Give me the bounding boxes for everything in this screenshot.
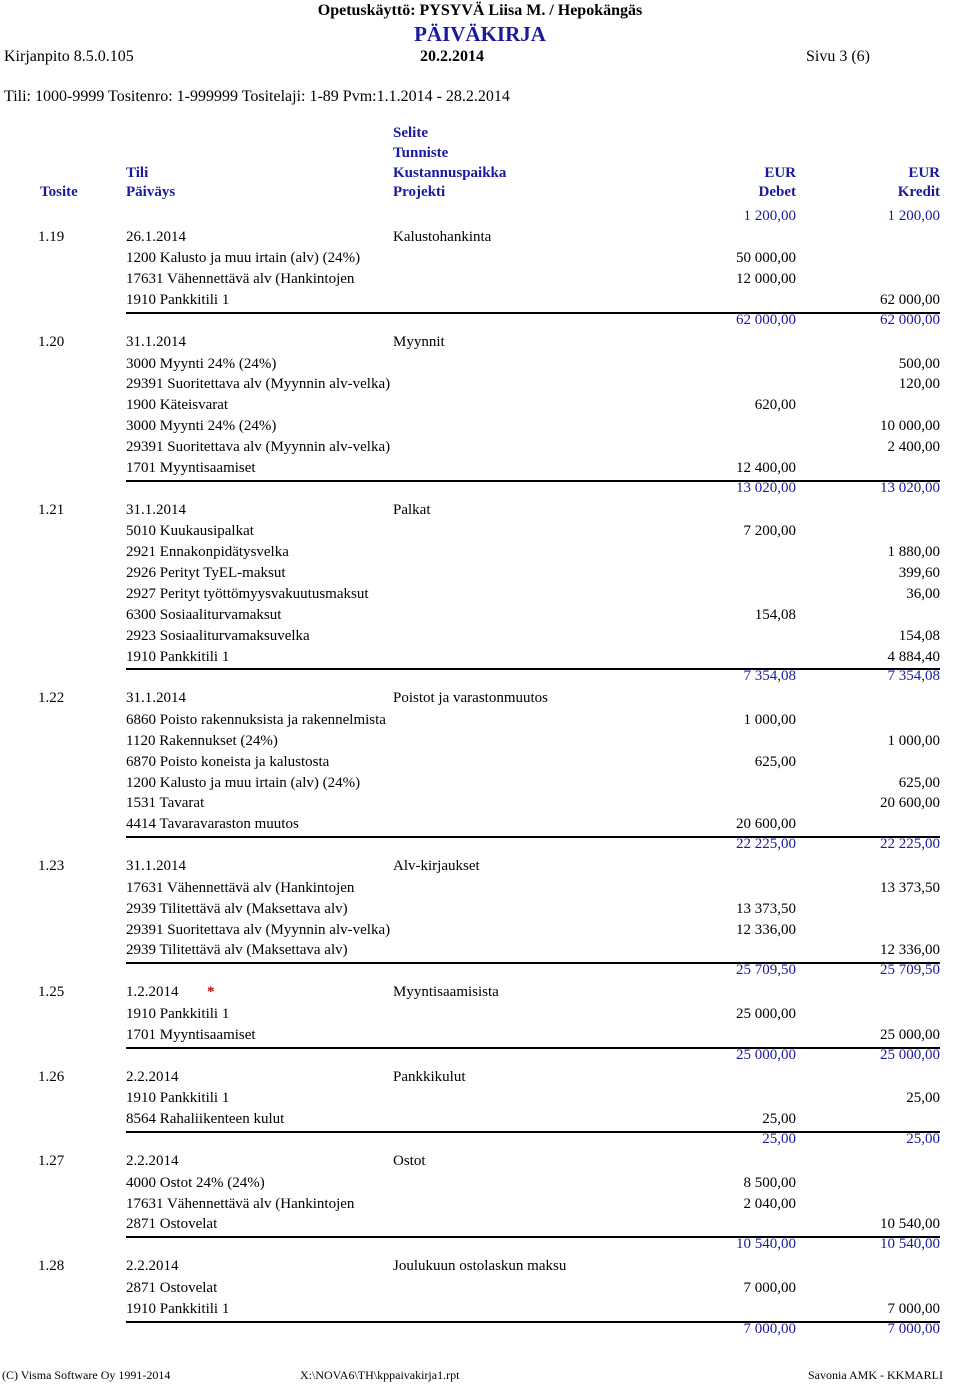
voucher-total [0, 962, 960, 982]
entry-debet: 2 040,00 [743, 1195, 796, 1212]
voucher-number: 1.28 [38, 1258, 65, 1275]
entry-line [0, 1175, 960, 1195]
voucher-header [0, 1153, 960, 1173]
voucher-date: 2.2.2014 [126, 1258, 179, 1275]
entry-debet: 25 000,00 [736, 1005, 796, 1022]
entry-line [0, 712, 960, 732]
footer-org: Savonia AMK - KKMARLI [808, 1368, 943, 1382]
entry-account: 1701 Myyntisaamiset [126, 1026, 256, 1043]
entry-line [0, 397, 960, 417]
report-user: Opetuskäyttö: PYSYVÄ Liisa M. / Hepokängäs [317, 2, 643, 19]
entry-account: 4414 Tavaravaraston muutos [126, 816, 299, 833]
voucher-description: Alv-kirjaukset [393, 858, 480, 874]
entry-account: 29391 Suoritettava alv (Myynnin alv-velka) [126, 921, 391, 938]
entry-kredit: 10 000,00 [880, 418, 940, 435]
voucher-total-kredit: 25 709,50 [880, 962, 940, 979]
footer-path: X:\NOVA6\TH\kppaivakirja1.rpt [300, 1368, 460, 1382]
voucher-date: 31.1.2014 [126, 858, 186, 874]
entry-kredit: 120,00 [898, 376, 940, 393]
entry-line [0, 1006, 960, 1026]
voucher-description: Kalustohankinta [393, 228, 492, 245]
col-tili: Tili [126, 165, 149, 181]
voucher-date: 31.1.2014 [126, 501, 186, 518]
voucher-description: Myynnit [393, 333, 445, 350]
entry-account: 6870 Poisto koneista ja kalustosta [126, 753, 330, 770]
entry-debet: 625,00 [754, 753, 796, 770]
voucher-number: 1.20 [38, 333, 65, 350]
entry-line [0, 586, 960, 606]
entry-account: 2871 Ostovelat [126, 1216, 218, 1233]
voucher-total-kredit: 13 020,00 [880, 479, 940, 496]
voucher-date: 26.1.2014 [126, 228, 186, 245]
entry-line [0, 1301, 960, 1321]
entry-kredit: 1 000,00 [887, 732, 940, 749]
entry-account: 1910 Pankkitili 1 [126, 1005, 230, 1022]
entry-line [0, 1280, 960, 1300]
entry-line [0, 942, 960, 962]
entry-account: 2923 Sosiaaliturvamaksuvelka [126, 627, 310, 644]
voucher-total [0, 1236, 960, 1256]
voucher-header [0, 1069, 960, 1089]
page-number: Sivu 3 (6) [806, 48, 870, 65]
col-paivays: Päiväys [126, 184, 176, 200]
entry-line [0, 649, 960, 669]
voucher-total [0, 1047, 960, 1067]
voucher-marker: * [207, 984, 215, 1001]
entry-account: 1910 Pankkitili 1 [126, 1090, 230, 1107]
entry-line [0, 271, 960, 291]
voucher-total [0, 1321, 960, 1341]
voucher-header [0, 1258, 960, 1278]
entry-kredit: 154,08 [898, 627, 940, 644]
entry-debet: 50 000,00 [736, 250, 796, 267]
entry-kredit: 36,00 [906, 585, 940, 602]
voucher-total-kredit: 7 354,08 [887, 668, 940, 685]
voucher-header [0, 984, 960, 1004]
entry-account: 3000 Myynti 24% (24%) [126, 418, 277, 435]
voucher-total [0, 312, 960, 332]
voucher-total-kredit: 10 540,00 [880, 1236, 940, 1253]
entry-line [0, 460, 960, 480]
col-eur-debet: EUR [764, 165, 796, 181]
voucher-number: 1.21 [38, 501, 65, 518]
entry-kredit: 500,00 [898, 355, 940, 372]
entry-debet: 7 000,00 [743, 1280, 796, 1296]
voucher-description: Palkat [393, 501, 431, 518]
entry-account: 1120 Rakennukset (24%) [126, 732, 278, 749]
voucher-number: 1.19 [38, 228, 65, 245]
voucher-header [0, 502, 960, 522]
entry-account: 17631 Vähennettävä alv (Hankintojen [126, 1195, 355, 1212]
voucher-total [0, 836, 960, 856]
voucher-date: 31.1.2014 [126, 690, 186, 707]
entry-line [0, 523, 960, 543]
entry-account: 8564 Rahaliikenteen kulut [126, 1111, 285, 1128]
voucher-description: Joulukuun ostolaskun maksu [393, 1258, 567, 1275]
entry-kredit: 20 600,00 [880, 795, 940, 812]
voucher-total-kredit: 25 000,00 [880, 1046, 940, 1063]
entry-line [0, 418, 960, 438]
voucher-description: Myyntisaamisista [393, 984, 499, 1001]
entry-account: 1531 Tavarat [126, 795, 205, 812]
voucher-total-debet: 10 540,00 [736, 1236, 796, 1253]
entry-account: 1910 Pankkitili 1 [126, 292, 230, 309]
entry-account: 2871 Ostovelat [126, 1280, 218, 1296]
entry-account: 17631 Vähennettävä alv (Hankintojen [126, 271, 355, 288]
voucher-number: 1.25 [38, 984, 65, 1001]
entry-line [0, 544, 960, 564]
voucher-total-kredit: 7 000,00 [887, 1320, 940, 1337]
voucher-total [0, 1131, 960, 1151]
entry-kredit: 62 000,00 [880, 292, 940, 309]
entry-account: 1701 Myyntisaamiset [126, 459, 256, 476]
voucher-header [0, 858, 960, 878]
voucher-total-debet: 62 000,00 [736, 311, 796, 328]
voucher-number: 1.23 [38, 858, 65, 874]
entry-kredit: 25 000,00 [880, 1026, 940, 1043]
entry-line [0, 607, 960, 627]
entry-account: 3000 Myynti 24% (24%) [126, 355, 277, 372]
voucher-total-debet: 25 000,00 [736, 1046, 796, 1063]
entry-kredit: 2 400,00 [887, 439, 940, 455]
entry-line [0, 376, 960, 396]
col-tosite: Tosite [40, 184, 78, 200]
entry-account: 2939 Tilitettävä alv (Maksettava alv) [126, 900, 348, 917]
voucher-total [0, 668, 960, 688]
voucher-number: 1.26 [38, 1068, 65, 1085]
voucher-total-debet: 7 000,00 [743, 1320, 796, 1337]
program-version: Kirjanpito 8.5.0.105 [4, 48, 134, 65]
entry-kredit: 12 336,00 [880, 942, 940, 959]
entry-debet: 12 400,00 [736, 459, 796, 476]
col-kredit: Kredit [897, 184, 940, 200]
voucher-total-debet: 25,00 [762, 1131, 796, 1148]
entry-debet: 8 500,00 [743, 1174, 796, 1191]
entry-account: 5010 Kuukausipalkat [126, 523, 254, 540]
entry-debet: 13 373,50 [736, 900, 796, 917]
voucher-header [0, 690, 960, 710]
entry-account: 2939 Tilitettävä alv (Maksettava alv) [126, 942, 348, 959]
entry-account: 1900 Käteisvarat [126, 397, 229, 414]
voucher-date: 31.1.2014 [126, 333, 186, 350]
entry-line [0, 292, 960, 312]
entry-kredit: 10 540,00 [880, 1216, 940, 1233]
col-kustannuspaikka: Kustannuspaikka [393, 165, 507, 181]
voucher-total-kredit: 25,00 [906, 1131, 940, 1148]
entry-kredit: 4 884,40 [887, 648, 940, 665]
entry-debet: 154,08 [754, 606, 796, 623]
voucher-date: 1.2.2014 [126, 984, 179, 1001]
col-selite: Selite [393, 125, 428, 141]
entry-line [0, 816, 960, 836]
entry-line [0, 880, 960, 900]
voucher-total-debet: 13 020,00 [736, 479, 796, 496]
entry-line [0, 1111, 960, 1131]
voucher-description: Pankkikulut [393, 1068, 466, 1085]
entry-kredit: 1 880,00 [887, 544, 940, 561]
voucher-date: 2.2.2014 [126, 1068, 179, 1085]
entry-line [0, 439, 960, 459]
voucher-total [0, 480, 960, 500]
entry-line [0, 565, 960, 585]
entry-line [0, 901, 960, 921]
entry-account: 4000 Ostot 24% (24%) [126, 1174, 265, 1191]
col-projekti: Projekti [393, 184, 446, 200]
entry-account: 6860 Poisto rakennuksista ja rakennelmista [126, 712, 386, 729]
entry-kredit: 625,00 [898, 774, 940, 791]
entry-kredit: 399,60 [898, 565, 940, 582]
col-eur-kredit: EUR [908, 165, 940, 181]
voucher-total-debet: 22 225,00 [736, 836, 796, 853]
entry-debet: 25,00 [762, 1111, 796, 1128]
entry-kredit: 13 373,50 [880, 879, 940, 896]
entry-debet: 20 600,00 [736, 816, 796, 833]
entry-debet: 620,00 [754, 397, 796, 414]
entry-line [0, 922, 960, 942]
entry-account: 2921 Ennakonpidätysvelka [126, 544, 289, 561]
report-filter: Tili: 1000-9999 Tositenro: 1-999999 Tositelaji: 1-89 Pvm:1.1.2014 - 28.2.2014 [4, 88, 510, 105]
entry-line [0, 250, 960, 270]
entry-account: 6300 Sosiaaliturvamaksut [126, 606, 282, 623]
entry-line [0, 795, 960, 815]
entry-line [0, 356, 960, 376]
voucher-description: Poistot ja varastonmuutos [393, 690, 548, 707]
opening-total-kredit: 1 200,00 [887, 208, 940, 224]
entry-account: 1200 Kalusto ja muu irtain (alv) (24%) [126, 774, 361, 791]
entry-line [0, 1090, 960, 1110]
entry-line [0, 775, 960, 795]
report-date: 20.2.2014 [420, 48, 484, 65]
entry-account: 1200 Kalusto ja muu irtain (alv) (24%) [126, 250, 361, 267]
voucher-total-kredit: 22 225,00 [880, 836, 940, 853]
entry-account: 2926 Perityt TyEL-maksut [126, 565, 286, 582]
footer-copyright: (C) Visma Software Oy 1991-2014 [2, 1368, 171, 1382]
opening-total-debet: 1 200,00 [743, 208, 796, 224]
voucher-total-debet: 7 354,08 [743, 668, 796, 685]
voucher-description: Ostot [393, 1152, 426, 1169]
entry-debet: 12 000,00 [736, 271, 796, 288]
entry-line [0, 1027, 960, 1047]
entry-account: 29391 Suoritettava alv (Myynnin alv-velka) [126, 439, 391, 455]
entry-line [0, 754, 960, 774]
entry-debet: 1 000,00 [743, 712, 796, 729]
entry-account: 17631 Vähennettävä alv (Hankintojen [126, 879, 355, 896]
entry-account: 1910 Pankkitili 1 [126, 648, 230, 665]
report-title: PÄIVÄKIRJA [414, 22, 546, 46]
entry-account: 2927 Perityt työttömyysvakuutusmaksut [126, 585, 369, 602]
entry-debet: 7 200,00 [743, 523, 796, 540]
entry-line [0, 628, 960, 648]
voucher-number: 1.27 [38, 1152, 65, 1169]
entry-account: 1910 Pankkitili 1 [126, 1300, 230, 1317]
col-debet: Debet [758, 184, 796, 200]
voucher-total-kredit: 62 000,00 [880, 311, 940, 328]
voucher-number: 1.22 [38, 690, 65, 707]
entry-line [0, 733, 960, 753]
voucher-total-debet: 25 709,50 [736, 962, 796, 979]
entry-line [0, 1216, 960, 1236]
voucher-header [0, 229, 960, 249]
entry-account: 29391 Suoritettava alv (Myynnin alv-velka) [126, 376, 391, 393]
entry-kredit: 7 000,00 [887, 1300, 940, 1317]
voucher-header [0, 334, 960, 354]
entry-debet: 12 336,00 [736, 921, 796, 938]
entry-line [0, 1196, 960, 1216]
voucher-date: 2.2.2014 [126, 1152, 179, 1169]
col-tunniste: Tunniste [393, 145, 449, 161]
entry-kredit: 25,00 [906, 1090, 940, 1107]
